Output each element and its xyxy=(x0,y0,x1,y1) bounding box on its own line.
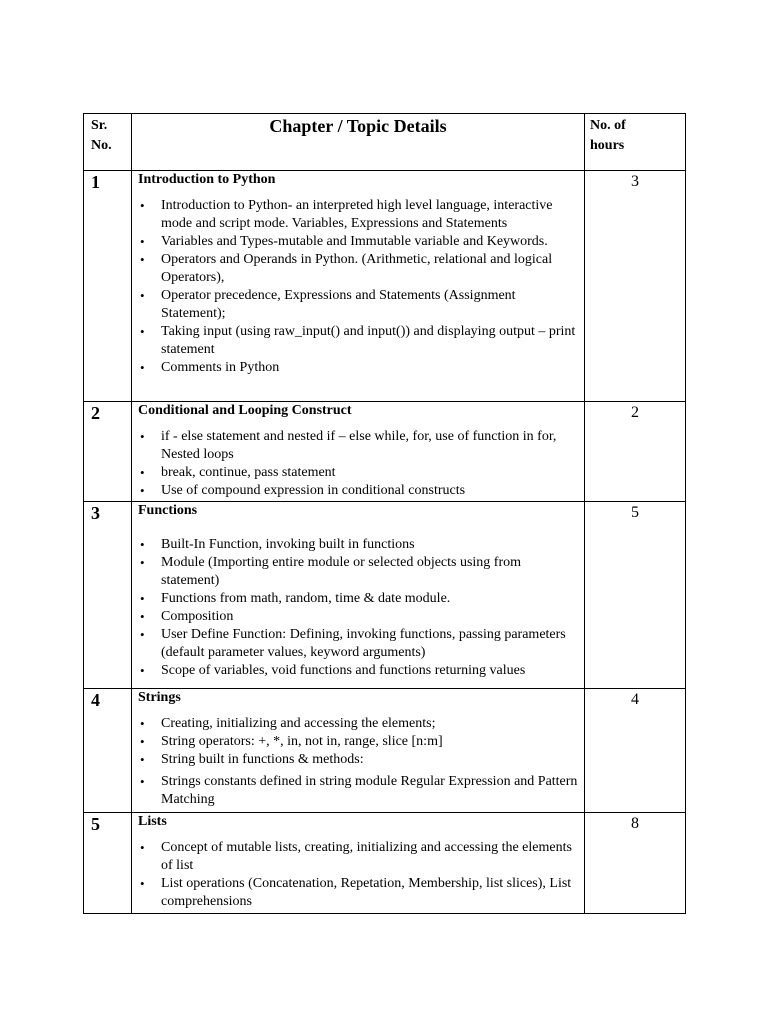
list-item: • Strings constants defined in string module Regular Expression and Pattern Matching xyxy=(138,773,580,809)
row-number: 5 xyxy=(84,813,132,914)
list-item: • break, continue, pass statement xyxy=(138,464,580,482)
syllabus-table xyxy=(83,113,686,914)
topic-title: Introduction to Python xyxy=(138,172,276,187)
row-number: 1 xyxy=(84,171,132,402)
list-item: • Functions from math, random, time & date module. xyxy=(138,590,580,608)
table-row xyxy=(84,502,686,689)
list-item: • Scope of variables, void functions and functions returning values xyxy=(138,662,580,680)
row-topic xyxy=(132,689,585,813)
list-item: • Creating, initializing and accessing the elements; xyxy=(138,715,580,733)
list-item: • String operators: +, *, in, not in, range, slice [n:m] xyxy=(138,733,580,751)
row-hours: 3 xyxy=(585,171,686,402)
list-item: • Introduction to Python- an interpreted high level language, interactive mode and script mode. Variables, Expressions and Statements xyxy=(138,197,580,233)
table-row xyxy=(84,402,686,502)
list-item: • Operators and Operands in Python. (Arithmetic, relational and logical Operators), xyxy=(138,251,580,287)
row-topic xyxy=(132,813,585,914)
list-item: • Use of compound expression in conditional constructs xyxy=(138,482,580,500)
topic-list xyxy=(138,536,580,680)
row-hours: 5 xyxy=(585,502,686,689)
list-item: • String built in functions & methods: xyxy=(138,751,580,769)
topic-title: Lists xyxy=(138,814,167,829)
header-topic: Chapter / Topic Details xyxy=(132,114,585,171)
row-topic xyxy=(132,502,585,689)
header-hours xyxy=(585,114,686,171)
list-item: • Composition xyxy=(138,608,580,626)
header-hours-line2: hours xyxy=(590,138,625,153)
topic-title: Functions xyxy=(138,503,198,518)
header-sr-line1: Sr. xyxy=(91,118,108,133)
list-item: • Operator precedence, Expressions and Statements (Assignment Statement); xyxy=(138,287,580,323)
table-row xyxy=(84,689,686,813)
row-hours: 8 xyxy=(585,813,686,914)
topic-title: Conditional and Looping Construct xyxy=(138,403,352,418)
row-hours: 2 xyxy=(585,402,686,502)
list-item: • Taking input (using raw_input() and input()) and displaying output – print statement xyxy=(138,323,580,359)
list-item: • Built-In Function, invoking built in functions xyxy=(138,536,580,554)
row-number: 2 xyxy=(84,402,132,502)
table-header-row xyxy=(84,114,686,171)
table-row xyxy=(84,813,686,914)
list-item: • Variables and Types-mutable and Immutable variable and Keywords. xyxy=(138,233,580,251)
header-sr-no xyxy=(84,114,132,171)
row-topic xyxy=(132,171,585,402)
topic-list xyxy=(138,715,580,809)
list-item: • Concept of mutable lists, creating, initializing and accessing the elements of list xyxy=(138,839,580,875)
list-item: • Comments in Python xyxy=(138,359,580,377)
table-row xyxy=(84,171,686,402)
row-number: 4 xyxy=(84,689,132,813)
topic-list xyxy=(138,839,580,911)
list-item: • if - else statement and nested if – else while, for, use of function in for, Nested loops xyxy=(138,428,580,464)
list-item: • User Define Function: Defining, invoking functions, passing parameters (default parameter values, keyword arguments) xyxy=(138,626,580,662)
topic-list xyxy=(138,197,580,377)
header-sr-line2: No. xyxy=(91,138,112,153)
row-topic xyxy=(132,402,585,502)
topic-list xyxy=(138,428,580,500)
row-number: 3 xyxy=(84,502,132,689)
list-item: • Module (Importing entire module or selected objects using from statement) xyxy=(138,554,580,590)
list-item: • List operations (Concatenation, Repetation, Membership, list slices), List comprehensions xyxy=(138,875,580,911)
row-hours: 4 xyxy=(585,689,686,813)
topic-title: Strings xyxy=(138,690,181,705)
header-hours-line1: No. of xyxy=(590,118,626,133)
